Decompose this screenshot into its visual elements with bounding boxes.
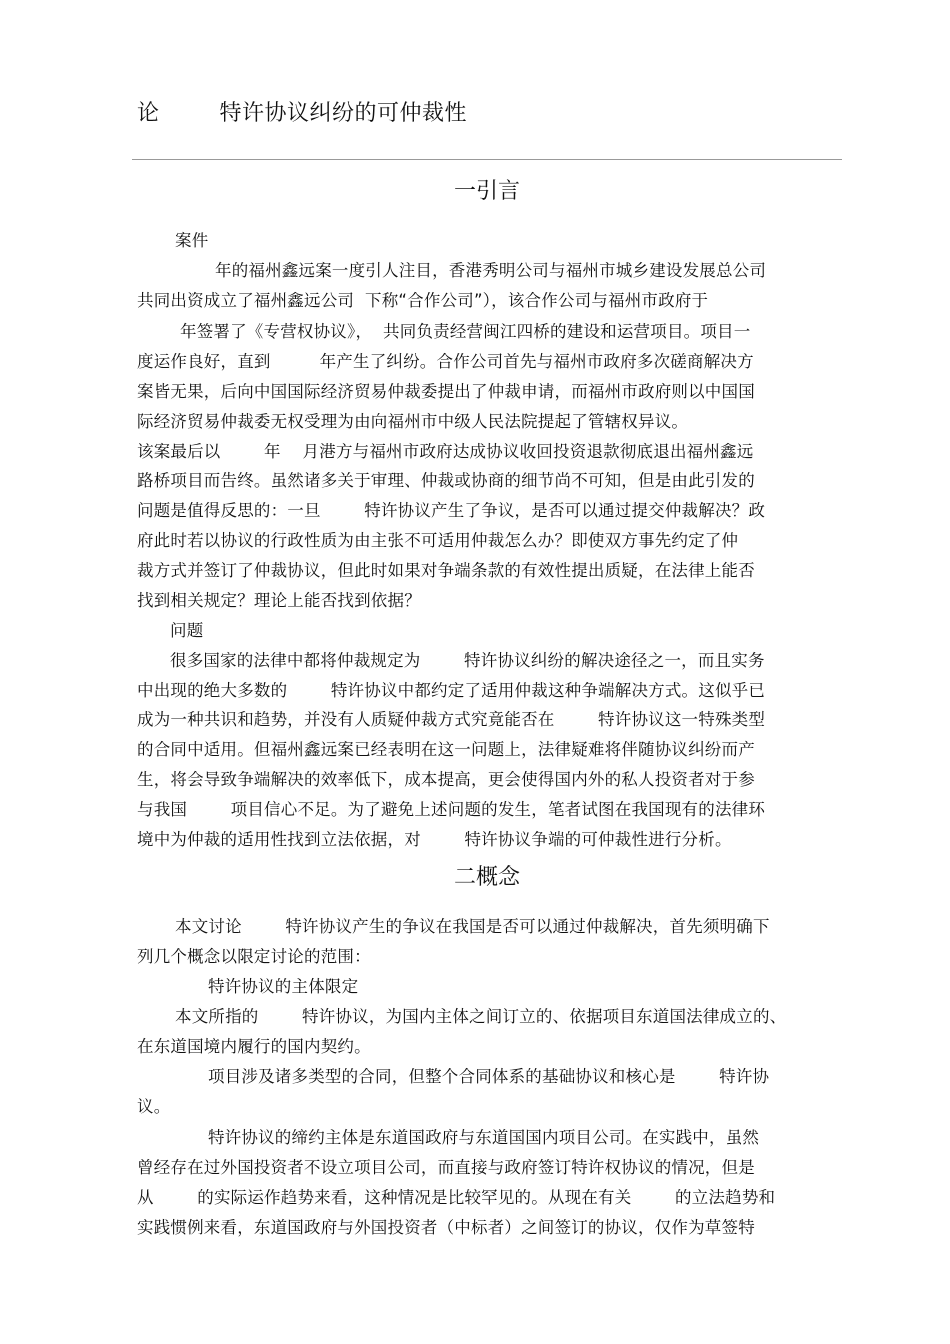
paragraph-line: 实践惯例来看，东道国政府与外国投资者（中标者）之间签订的协议，仅作为草签特 bbox=[137, 1218, 755, 1237]
title-divider bbox=[132, 159, 842, 160]
paragraph-line: 问题是值得反思的：一旦 特许协议产生了争议，是否可以通过提交仲裁解决？政 bbox=[137, 501, 766, 520]
paragraph-line: 曾经存在过外国投资者不设立项目公司，而直接与政府签订特许权协议的情况，但是 bbox=[137, 1158, 755, 1177]
paragraph-line: 案件 bbox=[175, 231, 209, 250]
paragraph-line: 成为一种共识和趋势，并没有人质疑仲裁方式究竟能否在 特许协议这一特殊类型 bbox=[137, 710, 766, 729]
paragraph-line: 府此时若以协议的行政性质为由主张不可适用仲裁怎么办？即使双方事先约定了仲 bbox=[137, 531, 739, 550]
paragraph-line: 特许协议的缔约主体是东道国政府与东道国国内项目公司。在实践中，虽然 bbox=[208, 1128, 760, 1147]
paragraph-line: 的合同中适用。但福州鑫远案已经表明在这一问题上，法律疑难将伴随协议纠纷而产 bbox=[137, 740, 755, 759]
paragraph-line: 案皆无果，后向中国国际经济贸易仲裁委提出了仲裁申请，而福州市政府则以中国国 bbox=[137, 382, 755, 401]
paragraph-line: 本文讨论 特许协议产生的争议在我国是否可以通过仲裁解决，首先须明确下 bbox=[175, 917, 770, 936]
paragraph-line: 境中为仲裁的适用性找到立法依据，对 特许协议争端的可仲裁性进行分析。 bbox=[137, 830, 732, 849]
page-title: 论 特许协议纠纷的可仲裁性 bbox=[137, 101, 467, 126]
paragraph-line: 生，将会导致争端解决的效率低下，成本提高，更会使得国内外的私人投资者对于参 bbox=[137, 770, 755, 789]
paragraph-line: 共同出资成立了福州鑫远公司 下称“合作公司”），该合作公司与福州市政府于 bbox=[137, 291, 709, 310]
paragraph-line: 议。 bbox=[137, 1097, 171, 1116]
paragraph-line: 本文所指的 特许协议，为国内主体之间订立的、依据项目东道国法律成立的、 bbox=[175, 1007, 787, 1026]
paragraph-line: 问题 bbox=[170, 621, 204, 640]
paragraph-line: 路桥项目而告终。虽然诸多关于审理、仲裁或协商的细节尚不可知，但是由此引发的 bbox=[137, 471, 755, 490]
paragraph-line: 度运作良好，直到 年产生了纠纷。合作公司首先与福州市政府多次磋商解决方 bbox=[137, 352, 754, 371]
paragraph-line: 际经济贸易仲裁委无权受理为由向福州市中级人民法院提起了管辖权异议。 bbox=[137, 412, 689, 431]
paragraph-line: 年的福州鑫远案一度引人注目，香港秀明公司与福州市城乡建设发展总公司 bbox=[215, 261, 767, 280]
paragraph-line: 找到相关规定？理论上能否找到依据？ bbox=[137, 591, 421, 610]
paragraph-line: 从 的实际运作趋势来看，这种情况是比较罕见的。从现在有关 的立法趋势和 bbox=[137, 1188, 776, 1207]
paragraph-line: 项目涉及诸多类型的合同，但整个合同体系的基础协议和核心是 特许协 bbox=[208, 1067, 770, 1086]
paragraph-line: 年签署了《专营权协议》， 共同负责经营闽江四桥的建设和运营项目。项目一 bbox=[180, 322, 751, 341]
paragraph-line: 特许协议的主体限定 bbox=[208, 977, 359, 996]
paragraph-line: 列几个概念以限定讨论的范围： bbox=[137, 947, 371, 966]
paragraph-line: 中出现的绝大多数的 特许协议中都约定了适用仲裁这种争端解决方式。这似乎已 bbox=[137, 681, 766, 700]
section-heading-introduction: 一引言 bbox=[453, 179, 520, 204]
section-heading-concepts: 二概念 bbox=[453, 865, 520, 890]
paragraph-line: 该案最后以 年 月港方与福州市政府达成协议收回投资退款彻底退出福州鑫远 bbox=[137, 442, 754, 461]
paragraph-line: 裁方式并签订了仲裁协议，但此时如果对争端条款的有效性提出质疑，在法律上能否 bbox=[137, 561, 755, 580]
paragraph-line: 在东道国境内履行的国内契约。 bbox=[137, 1037, 371, 1056]
paragraph-line: 很多国家的法律中都将仲裁规定为 特许协议纠纷的解决途径之一，而且实务 bbox=[170, 651, 765, 670]
paragraph-line: 与我国 项目信心不足。为了避免上述问题的发生，笔者试图在我国现有的法律环 bbox=[137, 800, 766, 819]
